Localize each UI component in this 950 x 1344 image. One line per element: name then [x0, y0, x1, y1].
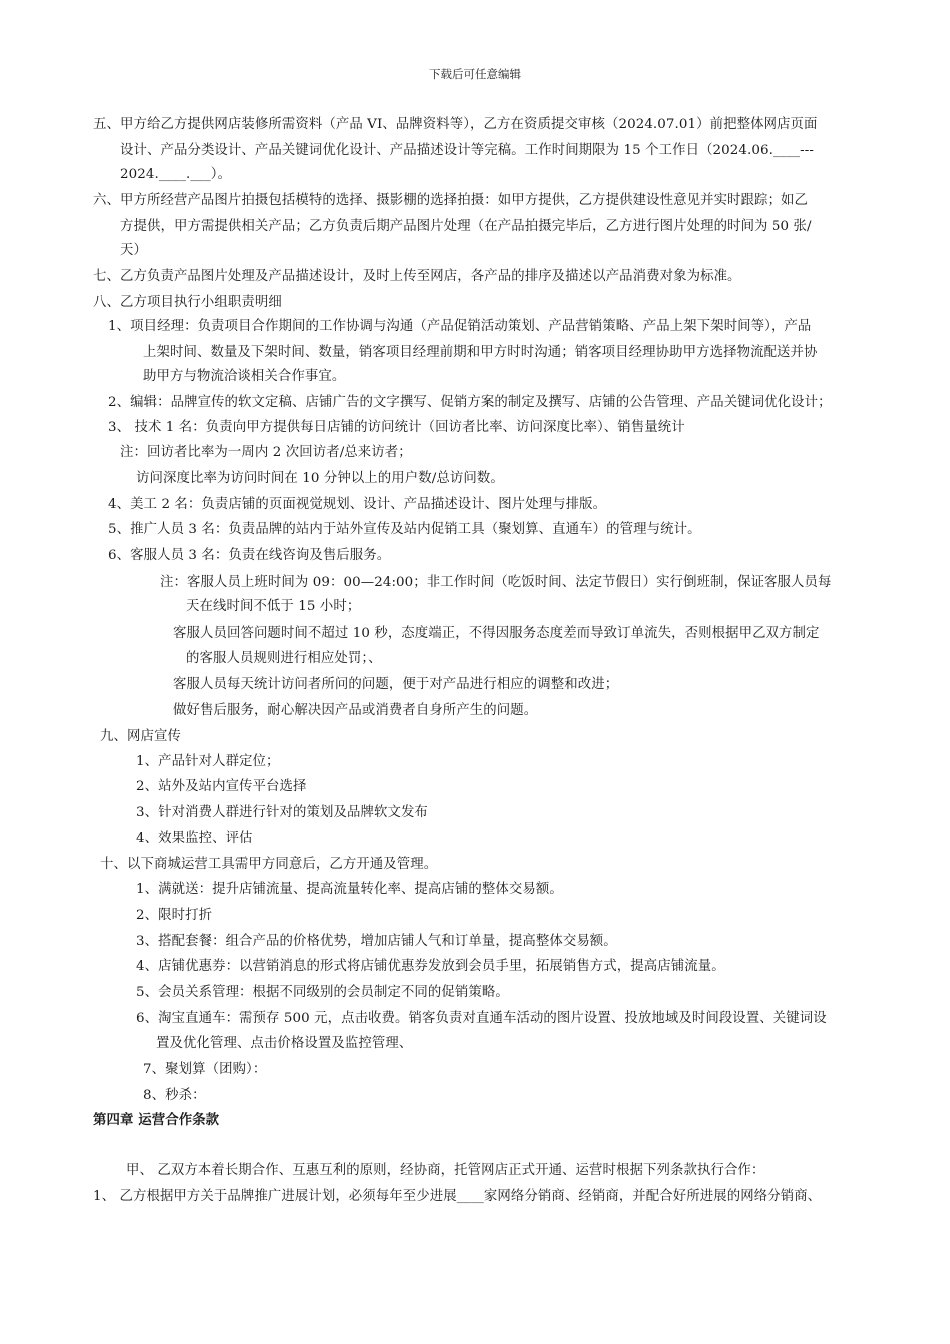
tool-item-8: 8、秒杀： [143, 1088, 206, 1103]
role-5: 5、推广人员 3 名：负责品牌的站内于站外宣传及站内促销工具（聚划算、直通车）的管理与统计。 [108, 522, 701, 537]
tool-item-7: 7、聚划算（团购）： [143, 1062, 267, 1077]
role-3-note-2: 访问深度比率为访问时间在 10 分钟以上的用户数/总访问数。 [136, 471, 504, 486]
clause-6-line-2: 方提供，甲方需提供相关产品；乙方负责后期产品图片处理（在产品拍摄完毕后，乙方进行图片处理的时间为 50 张/ [120, 219, 812, 234]
tool-item-3: 3、搭配套餐：组合产品的价格优势，增加店铺人气和订单量，提高整体交易额。 [136, 934, 617, 949]
tool-item-6: 6、淘宝直通车：需预存 500 元，点击收费。销客负责对直通车活动的图片设置、投放地域及时间段设置、关键词设 [136, 1011, 827, 1026]
page-header: 下载后可任意编辑 [429, 67, 521, 81]
chapter-4-heading: 第四章 运营合作条款 [93, 1113, 220, 1128]
role-6-note-4: 做好售后服务，耐心解决因产品或消费者自身所产生的问题。 [173, 703, 538, 718]
clause-6-line-1: 六、甲方所经营产品图片拍摄包括模特的选择、摄影棚的选择拍摄：如甲方提供，乙方提供建设性意见并实时跟踪；如乙 [93, 193, 808, 208]
tool-item-4: 4、店铺优惠券：以营销消息的形式将店铺优惠券发放到会员手里，拓展销售方式，提高店铺流量。 [136, 959, 725, 974]
role-6-note-1: 注：客服人员上班时间为 09：00—24:00；非工作时间（吃饭时间、法定节假日）实行倒班制，保证客服人员每 [160, 575, 832, 590]
role-6: 6、客服人员 3 名：负责在线咨询及售后服务。 [108, 548, 391, 563]
role-3-note-1: 注：回访者比率为一周内 2 次回访者/总来访者； [120, 445, 412, 460]
role-6-note-2: 客服人员回答问题时间不超过 10 秒，态度端正，不得因服务态度差而导致订单流失，否则根据甲乙双方制定 [173, 626, 820, 641]
tool-item-1: 1、满就送：提升店铺流量、提高流量转化率、提高店铺的整体交易额。 [136, 882, 563, 897]
clause-7: 七、乙方负责产品图片处理及产品描述设计，及时上传至网店，各产品的排序及描述以产品消费对象为标准。 [93, 269, 741, 284]
clause-5-line-3: 2024.____.___）。 [120, 167, 232, 182]
role-1-line-2: 上架时间、数量及下架时间、数量，销客项目经理前期和甲方时时沟通；销客项目经理协助甲方选择物流配送并协 [143, 345, 818, 360]
role-6-note-1-cont: 天在线时间不低于 15 小时； [186, 599, 361, 614]
clause-5-line-2: 设计、产品分类设计、产品关键词优化设计、产品描述设计等完稿。工作时间期限为 15 个工作日（2024.06.____--- [120, 143, 815, 158]
promo-item-1: 1、产品针对人群定位； [136, 754, 280, 769]
clause-10-heading: 十、以下商城运营工具需甲方同意后，乙方开通及管理。 [100, 857, 438, 872]
role-1-line-3: 助甲方与物流洽谈相关合作事宜。 [143, 369, 346, 384]
tool-item-2: 2、限时打折 [136, 908, 213, 923]
clause-8-heading: 八、乙方项目执行小组职责明细 [93, 295, 282, 310]
role-2: 2、编辑：品牌宣传的软文定稿、店铺广告的文字撰写、促销方案的制定及撰写、店铺的公告管理、产品关键词优化设计； [108, 395, 832, 410]
chapter-4-intro: 甲、 乙双方本着长期合作、互惠互利的原则，经协商，托管网店正式开通、运营时根据下列条款执行合作： [126, 1163, 765, 1178]
clause-6-line-3: 天） [120, 243, 147, 258]
chapter-4-clause-1: 1、 乙方根据甲方关于品牌推广进展计划，必须每年至少进展____家网络分销商、经销商，并配合好所进展的网络分销商、 [93, 1189, 822, 1204]
promo-item-3: 3、针对消费人群进行针对的策划及品牌软文发布 [136, 805, 428, 820]
role-4: 4、美工 2 名：负责店铺的页面视觉规划、设计、产品描述设计、图片处理与排版。 [108, 497, 607, 512]
tool-item-5: 5、会员关系管理：根据不同级别的会员制定不同的促销策略。 [136, 985, 509, 1000]
role-6-note-2-cont: 的客服人员规则进行相应处罚；、 [186, 651, 382, 666]
role-6-note-3: 客服人员每天统计访问者所问的问题，便于对产品进行相应的调整和改进； [173, 677, 619, 692]
promo-item-4: 4、效果监控、评估 [136, 831, 253, 846]
role-3: 3、 技术 1 名：负责向甲方提供每日店铺的访问统计（回访者比率、访问深度比率）、销售量统计 [108, 420, 685, 435]
clause-9-heading: 九、网店宣传 [100, 729, 181, 744]
role-1-line-1: 1、项目经理：负责项目合作期间的工作协调与沟通（产品促销活动策划、产品营销策略、产品上架下架时间等），产品 [108, 319, 812, 334]
clause-5-line-1: 五、甲方给乙方提供网店装修所需资料（产品 VI、品牌资料等），乙方在资质提交审核（2024.07.01）前把整体网店页面 [93, 117, 818, 132]
tool-item-6-cont: 置及优化管理、点击价格设置及监控管理、 [156, 1036, 413, 1051]
promo-item-2: 2、站外及站内宣传平台选择 [136, 779, 307, 794]
